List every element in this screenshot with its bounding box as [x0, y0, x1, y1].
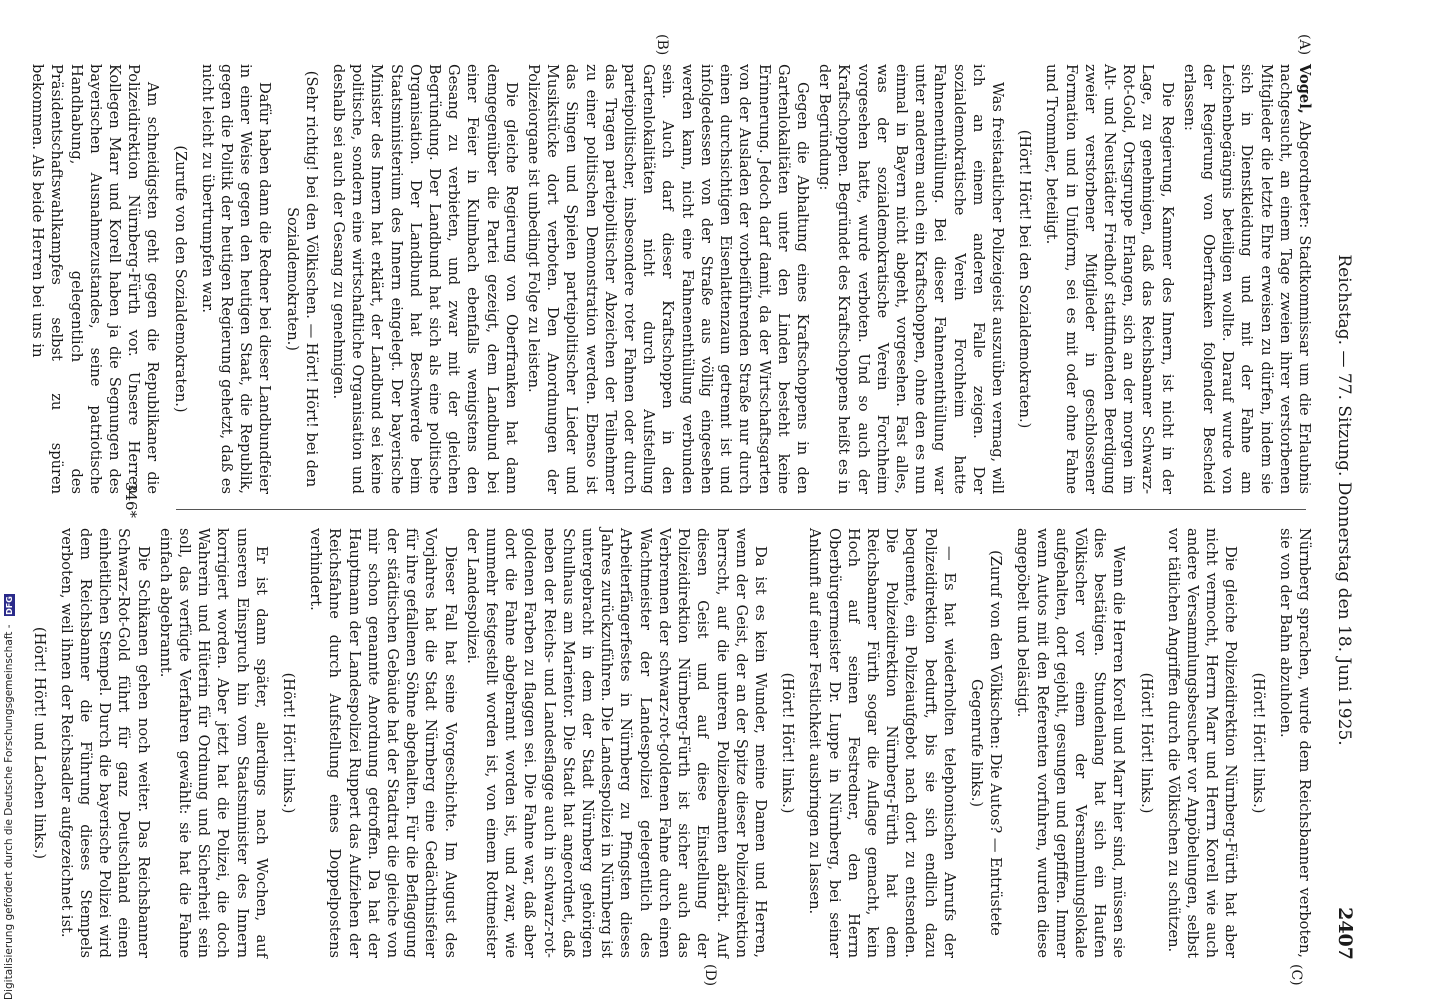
paragraph: Die gleiche Polizeidirektion Nürnberg-Fürth hat aber nicht vermocht, Herrn Marr und Herrn Korell wie auch andere Versammlungsbesucher vor Anpöbelungen, selbst vor tätlichen Angriffen durch die Völkischen zu schützen.	[1164, 528, 1240, 958]
paragraph: Er ist dann später, allerdings nach Wochen, auf unseren Einspruch hin vom Staatsminister des Innern korrigiert worden. Aber jetzt hat die Polizei, die doch Wahrerin und Hüterin für Ordnung und Sicherheit sein soll, das verfügte Verfahren gewählt: sie hat die Fahne einfach abgebrannt.	[156, 528, 270, 958]
interjection: (Hört! Hört! links.)	[1137, 672, 1155, 814]
interjection: (Hört! Hört! links.)	[779, 672, 797, 814]
paragraph	[1180, 64, 1314, 494]
running-head: Reichstag. — 77. Sitzung. Donnerstag den 18. Juni 1925.	[1334, 254, 1354, 746]
paragraph: Dafür haben dann die Redner bei dieser Landbundfeier in einer Weise gegen den heutigen Staat, die Republik, gegen die Politik der heutigen Regierung gehetzt, daß es nicht leicht zu übertrumpfen war.	[198, 64, 274, 494]
paragraph: Was freistaatlicher Polizeigeist auszuüben vermag, will ich an einem anderen Falle zeigen. Der sozialdemokratische Verein Forchheim hatte Fahnenenthüllung. Bei dieser Fahnenenthüllung war unter anderem auch ein Kraftschoppen, ohne den es nun einmal in Bayern nicht abgeht, vorgesehen. Fast alles, was der sozialdemokratische Verein Forchheim vorgesehen hatte, wurde verboten. Und so auch der Kraftschoppen. Begründet des Kraftschoppens heißt es in der Begründung:	[816, 64, 1006, 494]
margin-marker-b: (B)	[654, 34, 670, 56]
folio-number: 346*	[122, 481, 140, 519]
interjection: (Hört! Hört! links.)	[1249, 672, 1267, 814]
speaker-role: Abgeordneter:	[1296, 120, 1313, 229]
page-number: 2407	[1334, 907, 1356, 960]
paragraph: Da ist es kein Wunder, meine Damen und Herren, wenn der Geist, der an der Spitze dieser Polizeidirektion herrscht, auf die unteren Polizeibeamten abfärbt. Auf diesen Geist und auf diese Einstellung der Polizeidirektion Nürnberg-Fürth ist sicher auch das Verbrennen der schwarz-rot-goldenen Fahne durch einen Wachtmeister der Landespolizei gelegentlich des Arbeiterfängerfestes in Nürnberg zu Pfingsten dieses Jahres zurückzuführen. Die Landespolizei in Nürnberg ist untergebracht in dem der Stadt Nürnberg gehörigen Schulhaus am Marientor. Die Stadt hat angeordnet, daß neben der Reichs- und Landesflagge auch in schwarz-rot-goldenen Farben zu flaggen sei. Die Fahne war, daß aber dort die Fahne abgebrannt worden ist, und zwar, wie nunmehr festgestellt worden ist, von einem Rottmeister der Landespolizei.	[463, 528, 769, 958]
paragraph: Wenn die Herren Korell und Marr hier sind, müssen sie dies bestätigen. Stundenlang hat sich ein Haufen Völkischer vor einem der Versammlungslokale aufgehalten, dort gejohlt, gesungen und gepfiffen. Immer wenn Autos mit den Referenten vorfuhren, wurden diese angepöbelt und belästigt.	[1014, 528, 1128, 958]
paragraph: Nürnberg sprachen, wurde dem Reichsbanner verboten, sie von der Bahn abzuholen.	[1276, 528, 1313, 958]
paragraph: Dieser Fall hat seine Vorgeschichte. Im August des Vorjahres hat die Stadt Nürnberg eine Gedächtnisfeier für ihre gefallenen Söhne abgehalten. Für die Beflaggung der städtischen Gebäude hat der Stadtrat die gleiche von mir schon genannte Anordnung getroffen. Da hat der Hauptmann der Landespolizei Ruppert das Aufziehen der Reichsfahne durch Aufstellung eines Doppelpostens verhindert.	[307, 528, 459, 958]
paragraph: Am schneidigsten geht gegen die Republikaner die Polizeidirektion Nürnberg-Fürth vor. Unsere Herren Kollegen Marr und Korell haben ja die Segnungen des bayerischen Ausnahmezustandes, seine patriotische Handhabung, gelegentlich des Präsidentschaftswahlkampfes selbst zu spüren bekommen. Als beide Herren bei uns in	[29, 64, 162, 494]
column-divider	[176, 509, 1306, 510]
paragraph-text: Stadtkommissar um die Erlaubnis nachgesucht, an einem Tage zweien ihrer verstorbenen Mitglieder die letzte Ehre erweisen zu dürfen, indem sie sich in Dienstkleidung und mit der Fahne am Leichenbegängnis beteiligen wollte. Darauf wurde von der Regierung von Oberfranken folgender Bescheid erlassen:	[1180, 64, 1313, 495]
interjection: (Hört! Hört! bei den Sozialdemokraten.)	[1016, 129, 1034, 429]
margin-marker-a: (A)	[1296, 34, 1312, 56]
paragraph: — Es hat wiederholten telephonischen Anrufs der Polizeidirektion bedurft, bis sie sich endlich dazu bequemte, ein Polizeiaufgebot nach dort zu entsenden. Die Polizeidirektion Nürnberg-Fürth hat dem Reichsbanner Fürth sogar die Auflage gemacht, kein Hoch auf seinen Festredner, den Herrn Oberbürgermeister Dr. Luppe in Nürnberg, bei seiner Ankunft auf einer Festlichkeit ausbringen zu lassen.	[806, 528, 958, 958]
paragraph: Die Regierung, Kammer des Innern, ist nicht in der Lage, zu genehmigen, daß das Reichsbanner Schwarz-Rot-Gold, Ortsgruppe Erlangen, sich an der morgen im Alt- und Neustädter Friedhof stattfindenden Beerdigung zweier verstorbener Mitglieder in geschlossener Formation und in Uniform, sei es mit oder ohne Fahne und Trommler, beteiligt.	[1043, 64, 1176, 494]
digitization-credit	[3, 0, 16, 1000]
document-page	[29, 0, 1376, 1000]
margin-marker-d: (D)	[702, 964, 718, 987]
interjection: (Hört! Hört! und Lachen links.)	[30, 626, 48, 860]
page-header	[1324, 40, 1360, 960]
interjection: (Zurufe von den Sozialdemokraten.)	[171, 145, 189, 413]
interjection: (Hört! Hört! links.)	[280, 672, 298, 814]
interjection: (Zuruf von den Völkischen: Die Autos? — Entrüstete Gegenrufe links.)	[967, 550, 1005, 936]
paragraph: Die gleiche Regierung von Oberfranken hat dann demgegenüber die Partei gezeigt, dem Landbund bei einer Feier in Kulmbach ebenfalls wenigstens den Gesang zu verbieten, und zwar mit der gleichen Begründung. Der Landbund hat sich als eine politische Organisation. Der Landbund hat Beschwerde beim Staatsministerium des Innern eingelegt. Der bayerische Minister des Innern hat erklärt, der Landbund sei keine politische, sondern eine wirtschaftliche Organisation und deshalb sei auch der Gesang zu genehmigen.	[330, 64, 520, 494]
speaker-name: Vogel,	[1296, 64, 1313, 114]
paragraph: Die Schikanen gehen noch weiter. Das Reichsbanner Schwarz-Rot-Gold führt für ganz Deutschland einen einheitlichen Stempel. Durch die bayerische Polizei wird dem Reichsbanner die Führung dieses Stempels verboten, weil ihnen der Reichsadler aufgezeichnet ist.	[57, 528, 152, 958]
paragraph: Gegen die Abhaltung eines Kraftschoppens in den Gartenlokalitäten unter den Linden besteht keine Erinnerung. Jedoch darf damit, da der Wirtschaftsgarten von der Ausladen der vorbeiführenden Straße nur durch einen durchsichtigen Eisenlattenzaun getrennt ist und infolgedessen von der Straße aus völlig eingesehen werden kann, nicht eine Fahnenenthüllung verbunden sein. Auch darf dieser Kraftschoppen in den Gartenlokalitäten nicht durch Aufstellung parteipolitischer, insbesondere roter Fahnen oder durch das Tragen parteipolitischer Abzeichen der Teilnehmer zu einer politischen Demonstration werden. Ebenso ist das Singen und Spielen parteipolitischer Lieder und Musikstücke dort verboten. Den Anordnungen der Polizeiorgane ist unbedingt Folge zu leisten.	[525, 64, 811, 494]
margin-marker-c: (C)	[1288, 964, 1304, 986]
interjection: (Sehr richtig! bei den Völkischen. — Hört! Hört! bei den Sozialdemokraten.)	[283, 70, 320, 488]
dfg-logo-icon: DFG	[4, 596, 14, 615]
left-column	[25, 64, 1314, 494]
right-column	[21, 528, 1314, 958]
credit-text: Digitalisierung gefördert durch die Deutsche Forschungsgemeinschaft -	[3, 624, 15, 1000]
